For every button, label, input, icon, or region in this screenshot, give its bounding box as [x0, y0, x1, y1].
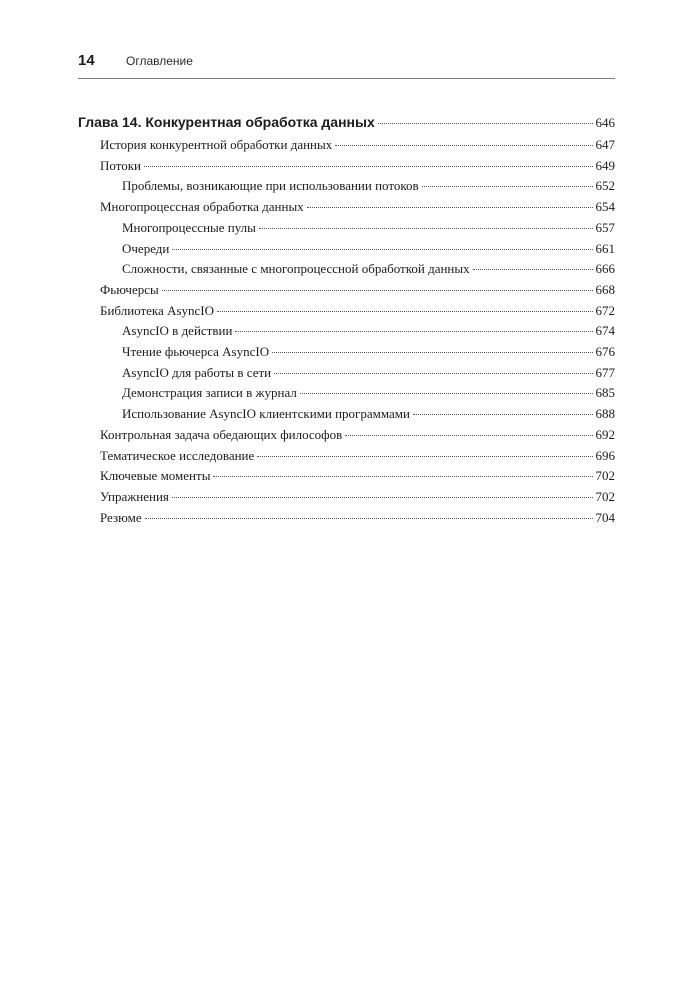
toc-entry[interactable]: [100, 448, 615, 466]
toc-entry-label: AsyncIO в действии: [122, 323, 233, 338]
dot-leader: [145, 517, 593, 519]
toc-entry-label: Потоки: [100, 158, 141, 173]
toc-entry-page: 661: [595, 241, 615, 256]
toc-entry-page: 646: [595, 115, 615, 130]
toc-entry-page: 688: [595, 406, 615, 421]
toc-entry-label: Фьючерсы: [100, 282, 159, 297]
toc-entry-page: 692: [595, 427, 615, 442]
dot-leader: [257, 455, 592, 457]
dot-leader: [217, 310, 592, 312]
page-number: 14: [78, 52, 95, 69]
toc-entry-label: Очереди: [122, 241, 170, 256]
toc-entry-label: Использование AsyncIO клиентскими программами: [122, 406, 410, 421]
toc-entry-label: Библиотека AsyncIO: [100, 303, 215, 318]
toc-entry-label: Тематическое исследование: [100, 448, 255, 463]
dot-leader: [378, 122, 593, 124]
toc-entry-label: Глава 14. Конкурентная обработка данных: [78, 114, 375, 130]
dot-leader: [345, 434, 592, 436]
toc-entry-page: 668: [595, 282, 615, 297]
dot-leader: [422, 185, 593, 187]
toc-entry[interactable]: [100, 137, 615, 155]
toc-entry[interactable]: [122, 178, 615, 196]
toc-entry[interactable]: [100, 158, 615, 176]
toc-entry[interactable]: [122, 365, 615, 383]
toc-entry[interactable]: [122, 323, 615, 341]
toc-chapter-entry[interactable]: [78, 114, 615, 132]
toc-entry-page: 649: [595, 158, 615, 173]
toc-entry-page: 702: [595, 489, 615, 504]
page-header: [78, 50, 615, 79]
toc-entry-page: 647: [595, 137, 615, 152]
dot-leader: [213, 475, 592, 477]
toc-entry-page: 657: [595, 220, 615, 235]
dot-leader: [172, 248, 592, 250]
toc-entry-page: 676: [595, 344, 615, 359]
toc-entry[interactable]: [122, 385, 615, 403]
toc-entry[interactable]: [100, 510, 615, 528]
dot-leader: [144, 165, 593, 167]
toc-entry-page: 652: [595, 178, 615, 193]
dot-leader: [235, 330, 592, 332]
toc-entry-page: 677: [595, 365, 615, 380]
toc-entry[interactable]: [100, 282, 615, 300]
toc-entry-label: Проблемы, возникающие при использовании потоков: [122, 178, 419, 193]
dot-leader: [272, 351, 592, 353]
toc-entry-label: Сложности, связанные с многопроцессной обработкой данных: [122, 261, 470, 276]
toc-entry-label: Ключевые моменты: [100, 468, 211, 483]
dot-leader: [307, 206, 593, 208]
toc-entry-label: Контрольная задача обедающих философов: [100, 427, 343, 442]
dot-leader: [172, 496, 593, 498]
toc-entry[interactable]: [100, 468, 615, 486]
toc-entry-page: 654: [595, 199, 615, 214]
dot-leader: [335, 144, 592, 146]
toc-entry-label: Многопроцессные пулы: [122, 220, 256, 235]
toc-entry[interactable]: [122, 220, 615, 238]
dot-leader: [300, 392, 593, 394]
toc-entry[interactable]: [122, 406, 615, 424]
toc-entry-label: Многопроцессная обработка данных: [100, 199, 304, 214]
running-title: Оглавление: [126, 54, 193, 68]
dot-leader: [259, 227, 593, 229]
toc-entry-page: 702: [595, 468, 615, 483]
toc-entry-page: 685: [595, 385, 615, 400]
toc-entry-label: Упражнения: [100, 489, 169, 504]
toc-entry-label: Демонстрация записи в журнал: [122, 385, 297, 400]
toc-entry-label: История конкурентной обработки данных: [100, 137, 333, 152]
dot-leader: [473, 268, 593, 270]
toc-entry-page: 672: [595, 303, 615, 318]
toc-entry[interactable]: [100, 427, 615, 445]
toc-entry-page: 674: [595, 323, 615, 338]
toc-entry[interactable]: [100, 489, 615, 507]
toc-entry-label: Чтение фьючерса AsyncIO: [122, 344, 270, 359]
dot-leader: [274, 372, 592, 374]
toc-entry[interactable]: [100, 199, 615, 217]
toc-entry[interactable]: [100, 303, 615, 321]
toc-entry-page: 696: [595, 448, 615, 463]
toc-entry-page: 704: [595, 510, 615, 525]
toc-entry-label: AsyncIO для работы в сети: [122, 365, 272, 380]
dot-leader: [413, 413, 593, 415]
toc-entry-label: Резюме: [100, 510, 142, 525]
dot-leader: [162, 289, 593, 291]
toc-entry[interactable]: [122, 261, 615, 279]
toc-entry[interactable]: [122, 344, 615, 362]
toc-entry[interactable]: [122, 241, 615, 259]
toc-entry-page: 666: [595, 261, 615, 276]
